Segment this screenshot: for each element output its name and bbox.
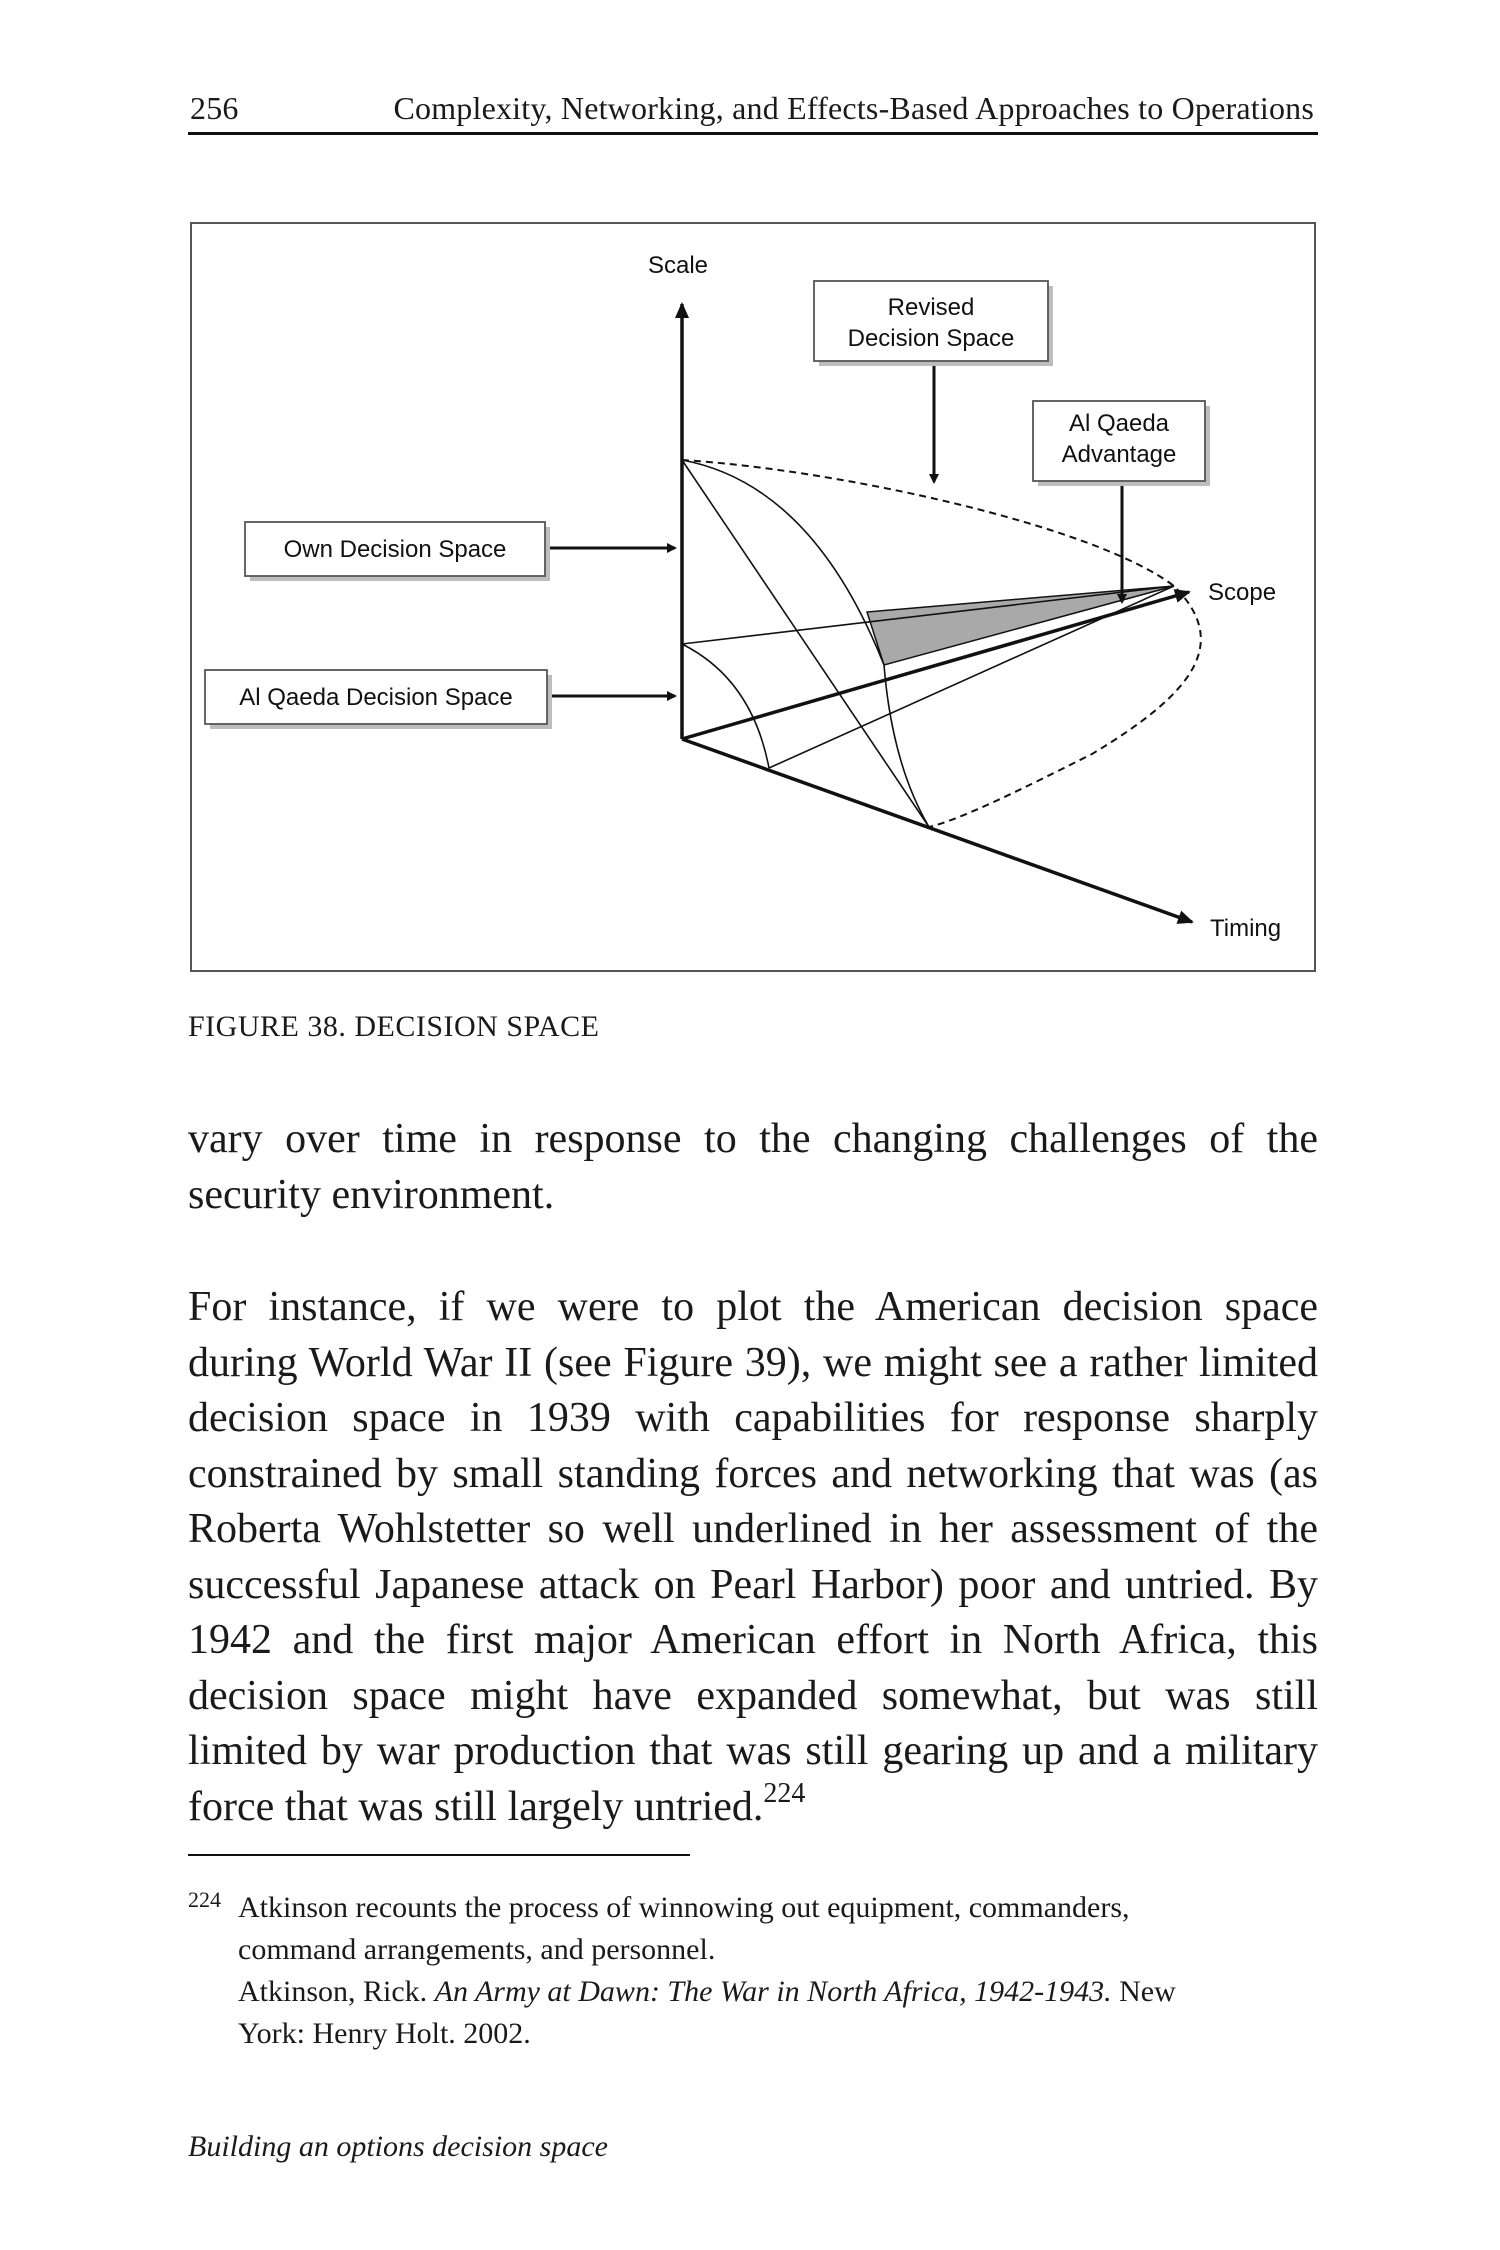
al-qaeda-advantage-wedge — [867, 586, 1174, 665]
timing-axis — [682, 739, 1192, 922]
body-paragraph-1: vary over time in response to the changing challenges of the security environment. — [188, 1116, 1318, 1218]
footnote-author: Atkinson, Rick. — [238, 1975, 435, 2008]
own-decision-space-box — [245, 522, 550, 581]
running-header — [188, 82, 1318, 135]
section-footer: Building an options decision space — [188, 2130, 608, 2163]
decision-space-diagram — [192, 224, 1318, 974]
body-paragraph-2-text: For instance, if we were to plot the American decision space during World War II (see Figure 39), we might see a rather limited decision space in 1939 with capabilities for response sharply constrained by small standing forces and networking that was (as Roberta Wohlstetter so well underlined in her assessment of the successful Japanese attack on Pearl Harbor) poor and untried. By 1942 and the first major American effort in North Africa, this decision space might have expanded somewhat, but was still limited by war production that was still gearing up and a military force that was still largely untried. — [188, 1284, 1318, 1830]
footnote-line-3 — [238, 1971, 1318, 2013]
footnote-ref: 224 — [763, 1777, 806, 1809]
inner-arc — [682, 644, 769, 768]
body-paragraph-2 — [188, 1280, 1318, 1835]
decision-space-figure — [190, 222, 1316, 972]
advantage-box-line2: Advantage — [1061, 441, 1177, 468]
running-title: Complexity, Networking, and Effects-Based Approaches to Operations — [393, 90, 1314, 126]
al-qaeda-advantage-box — [1033, 401, 1210, 486]
revised-box-line1: Revised — [887, 294, 975, 321]
footnote-number: 224 — [188, 1887, 221, 1912]
footnote-book-title: An Army at Dawn: The War in North Africa, 1942-1943. — [434, 1975, 1112, 2008]
footnote-line-1: Atkinson recounts the process of winnowing out equipment, commanders, — [238, 1891, 1130, 1924]
scale-label: Scale — [647, 252, 709, 279]
outer-curve-2 — [682, 460, 884, 665]
footnote-line-4: York: Henry Holt. 2002. — [238, 2017, 531, 2050]
figure-caption: FIGURE 38. DECISION SPACE — [188, 1010, 600, 1043]
outer-curve-3 — [884, 665, 929, 827]
page-number: 256 — [190, 90, 239, 126]
advantage-box-line1: Al Qaeda — [1068, 410, 1170, 437]
own-box-label: Own Decision Space — [283, 536, 507, 563]
footnote-line-2: command arrangements, and personnel. — [238, 1933, 716, 1966]
alqaeda-box-label: Al Qaeda Decision Space — [239, 684, 513, 711]
revised-box-line2: Decision Space — [847, 325, 1015, 352]
footnote-line-3-end: New — [1111, 1975, 1176, 2008]
footnote-divider — [188, 1854, 690, 1856]
timing-label: Timing — [1210, 915, 1282, 942]
footnote-224 — [188, 1887, 1318, 2055]
revised-decision-space-box — [814, 281, 1053, 366]
al-qaeda-decision-space-box — [205, 670, 552, 729]
scope-label: Scope — [1208, 579, 1277, 606]
